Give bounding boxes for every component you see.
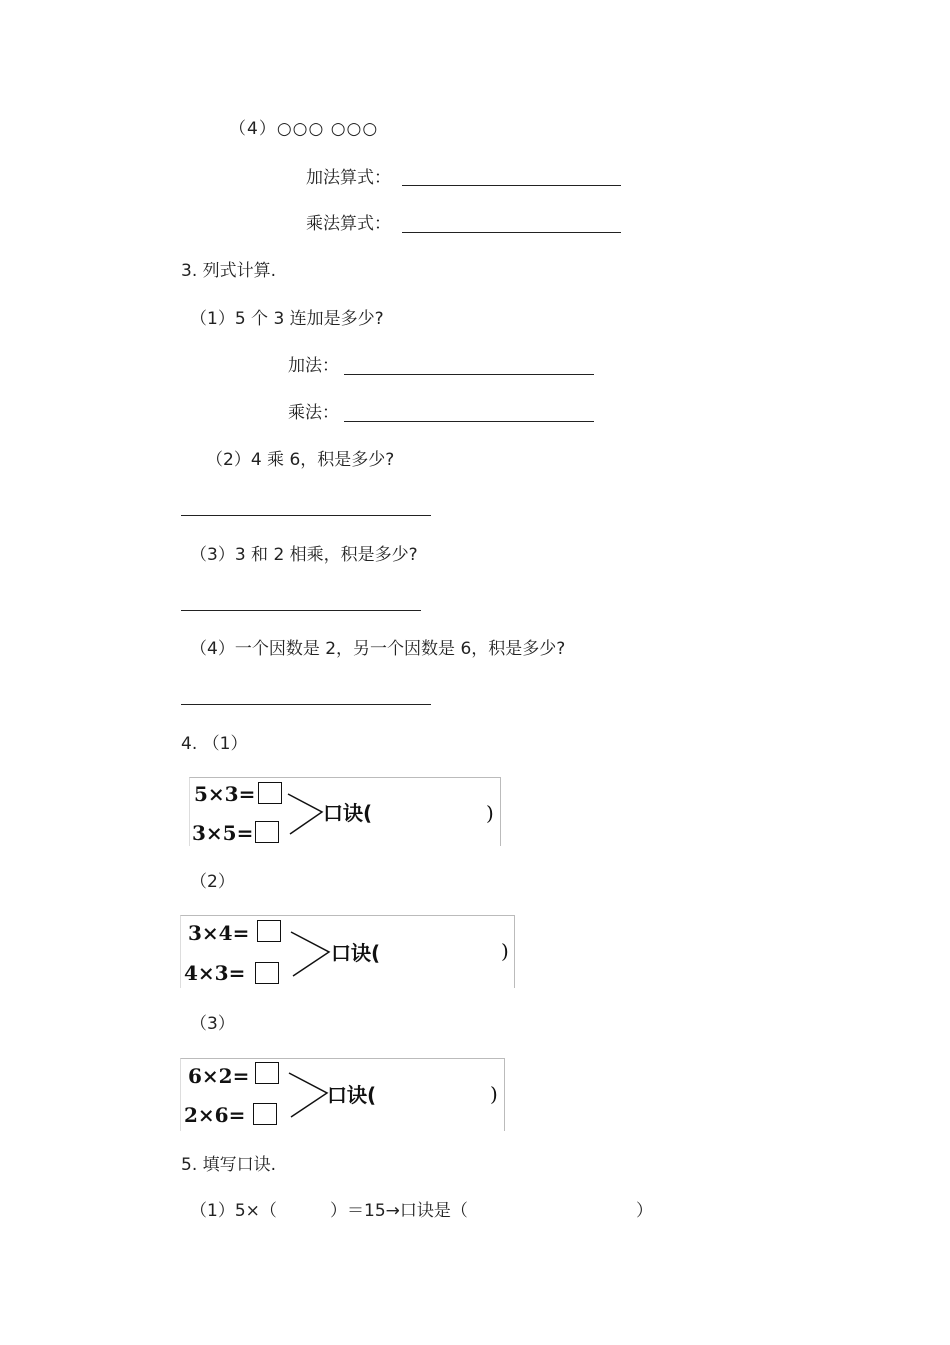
fig2-answer-box-1[interactable] <box>257 920 281 942</box>
fig3-koujue-label: 口诀( <box>327 1083 377 1107</box>
fig3-eq1: 6×2= <box>188 1064 250 1088</box>
fig3-answer-box-2[interactable] <box>253 1103 277 1125</box>
q4-title: 4. （1） <box>181 734 248 754</box>
q3-3-text: （3）3 和 2 相乘，积是多少? <box>190 545 418 565</box>
koujue-figure-2 <box>180 915 515 988</box>
q3-4-answer-line[interactable] <box>181 704 431 705</box>
q2-4-mul-label: 乘法算式： <box>306 214 391 234</box>
q2-4-add-answer-line[interactable] <box>402 185 621 186</box>
fig2-brace-icon <box>289 930 333 978</box>
q2-4-add-label: 加法算式： <box>306 168 391 188</box>
fig2-koujue-label: 口诀( <box>331 941 381 965</box>
fig1-answer-box-1[interactable] <box>258 782 282 804</box>
fig1-close-paren: ) <box>486 801 494 825</box>
q5-1-part-c: ） <box>636 1201 653 1221</box>
q3-4-text: （4）一个因数是 2，另一个因数是 6，积是多少? <box>190 639 566 659</box>
fig1-eq1: 5×3= <box>194 782 256 806</box>
fig1-answer-box-2[interactable] <box>255 821 279 843</box>
q2-4-mul-answer-line[interactable] <box>402 232 621 233</box>
koujue-figure-3 <box>180 1058 505 1131</box>
q4-2-label: （2） <box>190 872 235 892</box>
q4-3-label: （3） <box>190 1014 235 1034</box>
fig2-close-paren: ) <box>501 939 509 963</box>
fig2-eq2: 4×3= <box>184 961 246 985</box>
fig3-brace-icon <box>287 1071 331 1119</box>
q3-2-answer-line[interactable] <box>181 515 431 516</box>
q5-1-part-a: （1）5×（ <box>190 1201 277 1221</box>
fig3-answer-box-1[interactable] <box>255 1062 279 1084</box>
fig1-koujue-label: 口诀( <box>323 801 373 825</box>
q5-title: 5. 填写口诀. <box>181 1155 277 1175</box>
fig1-eq2: 3×5= <box>192 821 254 845</box>
q3-1-add-answer-line[interactable] <box>344 374 594 375</box>
q5-1-part-b: ）＝15→口诀是（ <box>330 1201 468 1221</box>
q3-2-text: （2）4 乘 6，积是多少? <box>206 450 395 470</box>
q2-4-label: （4）○○○ ○○○ <box>229 119 379 139</box>
q3-title: 3. 列式计算. <box>181 261 277 281</box>
q3-1-mul-answer-line[interactable] <box>344 421 594 422</box>
fig2-answer-box-2[interactable] <box>255 962 279 984</box>
fig3-eq2: 2×6= <box>184 1103 246 1127</box>
q3-3-answer-line[interactable] <box>181 610 421 611</box>
q3-1-text: （1）5 个 3 连加是多少? <box>190 309 384 329</box>
koujue-figure-1 <box>189 777 501 846</box>
fig1-brace-icon <box>286 792 326 836</box>
fig3-close-paren: ) <box>490 1082 498 1106</box>
q3-1-mul-label: 乘法： <box>288 403 339 423</box>
fig2-eq1: 3×4= <box>188 921 250 945</box>
q3-1-add-label: 加法： <box>288 356 339 376</box>
